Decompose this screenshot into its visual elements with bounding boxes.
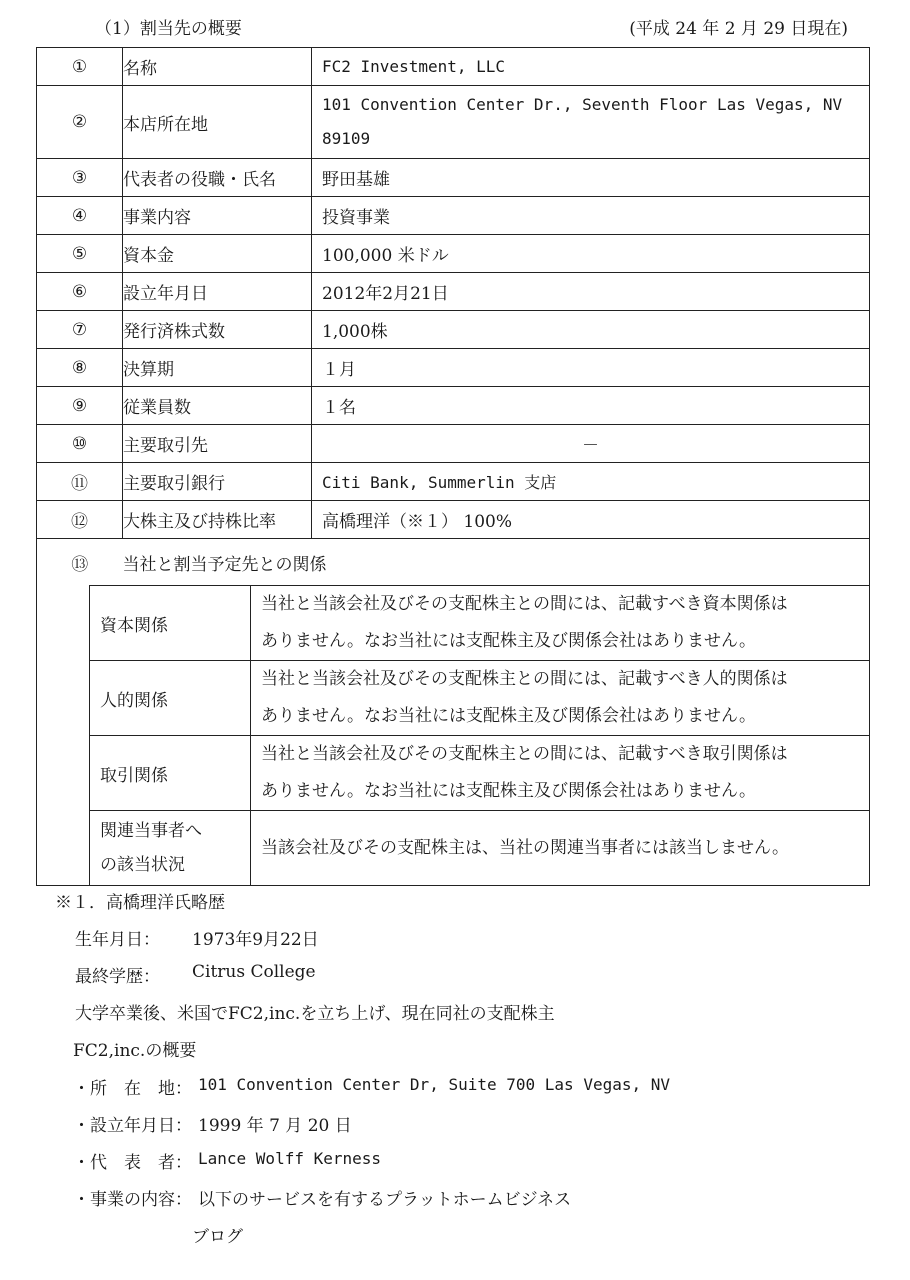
- row-number: ⑪: [37, 463, 123, 501]
- relations-body-row: [37, 585, 870, 886]
- relation-value: [251, 586, 870, 661]
- as-of-date: (平成 24 年 2 月 29 日現在): [629, 19, 848, 39]
- relation-text-line-2: ありません。なお当社には支配株主及び関係会社はありません。: [261, 781, 757, 801]
- row-value: 野田基雄: [312, 159, 870, 197]
- table-row: [37, 425, 870, 463]
- row-label: 設立年月日: [123, 273, 312, 311]
- relation-text-line-1: 当社と当該会社及びその支配株主との間には、記載すべき資本関係は: [261, 594, 788, 614]
- row-value: １名: [312, 387, 870, 425]
- row-value: Citi Bank, Summerlin 支店: [312, 463, 870, 501]
- address-label: ・所 在 地：: [73, 1079, 192, 1099]
- row-label: 発行済株式数: [123, 311, 312, 349]
- relation-text-line-1: 当社と当該会社及びその支配株主との間には、記載すべき取引関係は: [261, 744, 788, 764]
- business-item: ブログ: [192, 1227, 243, 1247]
- table-row: [37, 501, 870, 539]
- relation-label: [90, 811, 251, 886]
- row-label: 代表者の役職・氏名: [123, 159, 312, 197]
- established-label: ・設立年月日：: [73, 1116, 192, 1136]
- row-value: FC2 Investment, LLC: [312, 48, 870, 86]
- row-number: ⑫: [37, 501, 123, 539]
- row-label: 事業内容: [123, 197, 312, 235]
- relation-label-line-1: 関連当事者へ: [100, 821, 202, 841]
- row-number: ②: [37, 86, 123, 159]
- allottee-overview-table: [36, 47, 870, 886]
- row-number: ⑧: [37, 349, 123, 387]
- row-label: 大株主及び持株比率: [123, 501, 312, 539]
- relation-value: [251, 661, 870, 736]
- table-row: [37, 235, 870, 273]
- row-number: ⑬: [37, 539, 123, 586]
- notes-title: ※１．高橋理洋氏略歴: [55, 893, 225, 913]
- row-number: ⑤: [37, 235, 123, 273]
- career-text: 大学卒業後、米国でFC2,inc.を立ち上げ、現在同社の支配株主: [75, 1004, 555, 1024]
- relation-value: [251, 736, 870, 811]
- table-row: [37, 86, 870, 159]
- representative-value: Lance Wolff Kerness: [198, 1149, 382, 1168]
- row-number: ⑥: [37, 273, 123, 311]
- table-row: [37, 387, 870, 425]
- row-label: 決算期: [123, 349, 312, 387]
- relations-title: 当社と割当予定先との関係: [123, 539, 870, 586]
- education-value: Citrus College: [192, 962, 316, 982]
- row-number: ④: [37, 197, 123, 235]
- relation-label: 人的関係: [90, 661, 251, 736]
- section-heading: （1）割当先の概要: [95, 19, 242, 39]
- row-label: 主要取引先: [123, 425, 312, 463]
- row-value: －: [312, 425, 870, 463]
- row-value: [312, 86, 870, 159]
- relation-label: 取引関係: [90, 736, 251, 811]
- relations-header-row: [37, 539, 870, 586]
- row-number: ⑨: [37, 387, 123, 425]
- relation-text-line-2: ありません。なお当社には支配株主及び関係会社はありません。: [261, 631, 757, 651]
- relations-indent: [37, 585, 869, 885]
- relation-label-line-2: の該当状況: [100, 855, 185, 875]
- row-label: 主要取引銀行: [123, 463, 312, 501]
- relation-row: [90, 736, 870, 811]
- relation-row: [90, 586, 870, 661]
- education-label: 最終学歴：: [75, 967, 160, 987]
- row-value: 2012年2月21日: [312, 273, 870, 311]
- business-value: 以下のサービスを有するプラットホームビジネス: [198, 1190, 572, 1210]
- row-label: 資本金: [123, 235, 312, 273]
- company-heading: FC2,inc.の概要: [73, 1041, 197, 1061]
- birth-value: 1973年9月22日: [192, 930, 319, 950]
- table-row: [37, 197, 870, 235]
- relation-row: [90, 811, 870, 886]
- row-number: ①: [37, 48, 123, 86]
- row-label: 本店所在地: [123, 86, 312, 159]
- row-label: 名称: [123, 48, 312, 86]
- row-number: ⑩: [37, 425, 123, 463]
- address-line-1: 101 Convention Center Dr., Seventh Floor Las Vegas, NV: [322, 95, 843, 114]
- table-row: [37, 273, 870, 311]
- established-value: 1999 年 7 月 20 日: [198, 1116, 352, 1136]
- birth-label: 生年月日：: [75, 930, 160, 950]
- table-row: [37, 311, 870, 349]
- address-line-2: 89109: [322, 129, 371, 148]
- relations-container: [37, 585, 870, 886]
- table-row: [37, 48, 870, 86]
- relation-row: [90, 661, 870, 736]
- business-label: ・事業の内容：: [73, 1190, 192, 1210]
- row-number: ⑦: [37, 311, 123, 349]
- table-row: [37, 349, 870, 387]
- row-value: 高橋理洋（※１） 100%: [312, 501, 870, 539]
- table-row: [37, 159, 870, 197]
- row-value: 1,000株: [312, 311, 870, 349]
- representative-label: ・代 表 者：: [73, 1153, 192, 1173]
- relation-label: 資本関係: [90, 586, 251, 661]
- relation-value: 当該会社及びその支配株主は、当社の関連当事者には該当しません。: [251, 811, 870, 886]
- relations-table: [89, 585, 869, 885]
- row-value: 投資事業: [312, 197, 870, 235]
- address-value: 101 Convention Center Dr, Suite 700 Las Vegas, NV: [198, 1075, 671, 1094]
- relation-text-line-2: ありません。なお当社には支配株主及び関係会社はありません。: [261, 706, 757, 726]
- row-number: ③: [37, 159, 123, 197]
- row-label: 従業員数: [123, 387, 312, 425]
- row-value: 100,000 米ドル: [312, 235, 870, 273]
- table-row: [37, 463, 870, 501]
- relation-text-line-1: 当社と当該会社及びその支配株主との間には、記載すべき人的関係は: [261, 669, 788, 689]
- row-value: １月: [312, 349, 870, 387]
